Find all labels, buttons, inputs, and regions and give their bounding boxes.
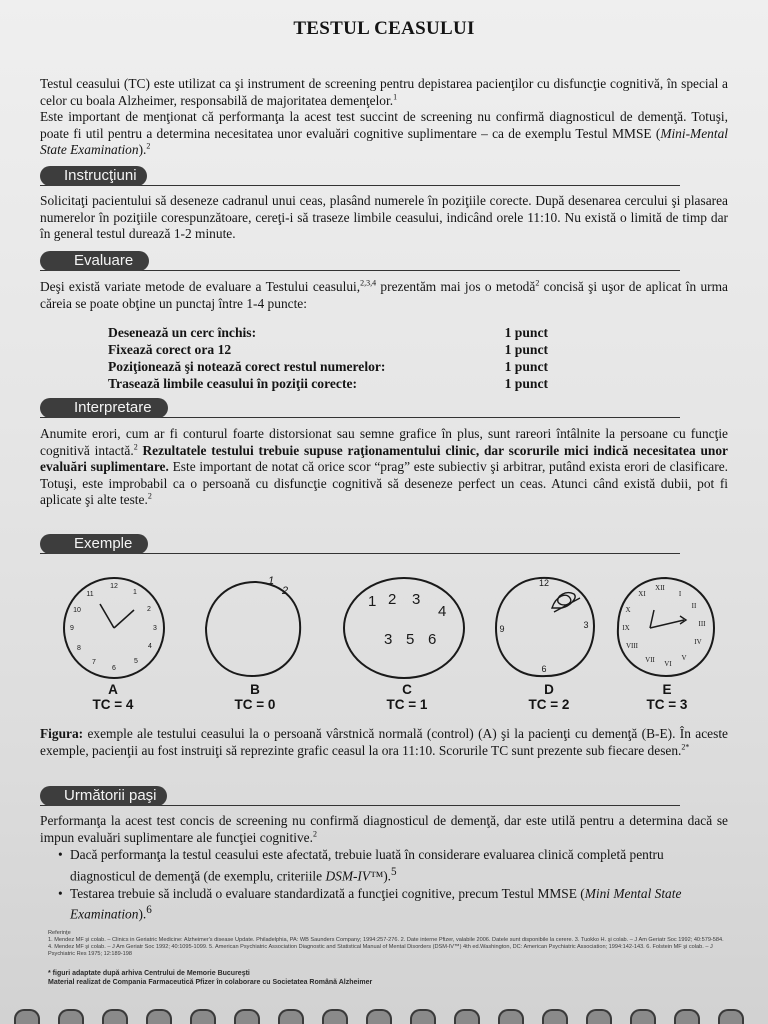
clock-d-numeral: 6: [541, 664, 547, 674]
scoring-points: 1 punct: [504, 325, 548, 340]
clock-drawing-e: [610, 572, 722, 684]
binding-ring: [322, 1009, 348, 1024]
clock-d-scribble: [552, 593, 580, 612]
bullet-2-end: ).: [138, 906, 147, 922]
clock-letter: B: [250, 682, 260, 697]
section-exemple-header: [40, 534, 680, 556]
clock-score: TC = 0: [234, 697, 276, 712]
bullet-2-text: Testarea trebuie să includă o evaluare standardizată a funcţiei cognitive, precum Testul MMSE (: [70, 885, 585, 901]
binding-ring: [14, 1009, 40, 1024]
clock-d-numeral: 12: [538, 578, 550, 588]
references-heading: Referinţe: [48, 930, 71, 936]
binding-ring: [410, 1009, 436, 1024]
binding-ring: [146, 1009, 172, 1024]
evaluare-text-c: concisă şi uşor de aplicat în urma căreia se poate obţine un punctaj între 1-4 puncte:: [40, 279, 728, 311]
clock-letter: A: [108, 682, 118, 697]
clock-a-numeral: 8: [77, 645, 81, 652]
urmatori-ref: 2: [312, 829, 317, 839]
intro-text-1: Testul ceasului (TC) este utilizat ca şi instrument de screening pentru depistarea pacienţilor cu disfuncţie cognitivă, în special a celor cu boala Alzheimer, responsabilă de majoritatea demenţelor.: [40, 76, 728, 108]
evaluare-ref-b: 2: [535, 278, 540, 288]
clock-label-b: [210, 682, 300, 712]
urmatori-text: Performanţa la acest test concis de screening nu confirmă diagnosticul de demenţă, dar este utilă pentru a determina dacă se impun evaluări suplimentare ale funcţiei cognitive.: [40, 813, 728, 845]
clock-drawing-a: [58, 572, 170, 682]
clock-e-numeral: IV: [694, 638, 702, 646]
clock-c-numeral: 5: [406, 631, 415, 648]
clock-b-numeral: 2: [282, 585, 289, 597]
list-item: [58, 886, 728, 924]
clock-d-numeral: 9: [499, 624, 505, 634]
evaluare-paragraph: [40, 279, 728, 312]
credits-block: [48, 969, 728, 987]
clock-score: TC = 3: [646, 697, 688, 712]
figure-caption-label: Figura:: [40, 726, 84, 741]
section-interpretare-header: [40, 398, 680, 420]
clock-a-numeral: 10: [73, 607, 81, 614]
scoring-table: [108, 324, 548, 392]
figure-caption: [40, 726, 728, 759]
scoring-row: [108, 324, 548, 341]
binding-ring: [542, 1009, 568, 1024]
bullet-1-text: Dacă performanţa la testul ceasului este afectată, trebuie luată în considerare evaluarea clinică completă pentru diagnosticul de demenţă (de exemplu, criteriile: [70, 847, 664, 884]
interpretare-ref-b: 2: [147, 491, 152, 501]
clock-hour-hand: [100, 604, 114, 628]
binding-ring: [278, 1009, 304, 1024]
clock-a-numeral: 1: [133, 589, 137, 596]
clock-e-numeral: III: [698, 620, 706, 628]
clock-c-numeral: 6: [428, 631, 437, 648]
binding-ring: [674, 1009, 700, 1024]
binding-ring: [498, 1009, 524, 1024]
clock-c-numeral: 3: [412, 591, 421, 608]
clock-score: TC = 2: [528, 697, 570, 712]
bullet-2-italic: Mini Mental State Examination: [70, 885, 682, 922]
intro-mmse-italic: Mini-Mental State Examination: [40, 125, 728, 158]
clock-c-numeral: 3: [384, 631, 393, 648]
clock-a-numeral: 6: [112, 665, 116, 672]
clock-c-numeral: 1: [368, 593, 377, 610]
scoring-points: 1 punct: [504, 342, 548, 357]
section-instructiuni-header: [40, 166, 680, 188]
clock-a-numeral: 5: [134, 658, 138, 665]
scoring-row: [108, 341, 548, 358]
interpretare-ref-a: 2: [133, 442, 138, 452]
clock-label-c: [362, 682, 452, 712]
scoring-points: 1 punct: [504, 376, 548, 391]
bullet-2-ref: 6: [146, 904, 152, 917]
references-block: [48, 930, 728, 958]
interpretare-bold-text: Rezultatele testului trebuie supuse raţionamentului clinic, dar scorurile mici indică necesitatea unor evaluări suplimentare.: [40, 442, 728, 475]
next-steps-list: [58, 847, 728, 924]
binding-ring: [234, 1009, 260, 1024]
figure-caption-text: exemple ale testului ceasului la o persoană vârstnică normală (control) (A) şi la pacienţi cu demenţă (B-E). În aceste exemple, pacienţii au fost instruiţi să reprezinte grafic ceasul la ora 11:10. Scorurile TC sunt prezente sub fiecare desen.: [40, 726, 728, 758]
evaluare-text-b: prezentăm mai jos o metodă: [376, 279, 536, 294]
section-heading-evaluare: Evaluare: [40, 251, 149, 271]
clock-hand: [650, 620, 684, 628]
scoring-points: 1 punct: [504, 359, 548, 374]
clock-e-numeral: I: [678, 590, 682, 598]
section-heading-urmatori-pasi: Următorii paşi: [40, 786, 167, 806]
scoring-criterion: Fixează corect ora 12: [108, 342, 232, 357]
section-heading-exemple: Exemple: [40, 534, 148, 554]
clock-e-numeral: II: [691, 602, 697, 610]
clock-letter: C: [402, 682, 412, 697]
clock-a-numeral: 4: [148, 643, 152, 650]
intro-ref-2: 2: [146, 141, 151, 151]
evaluare-text-a: Deşi există variate metode de evaluare a Testului ceasului,: [40, 279, 361, 294]
section-heading-instructiuni: Instrucţiuni: [40, 166, 147, 186]
intro-ref-1: 1: [393, 92, 398, 102]
binding-ring: [366, 1009, 392, 1024]
intro-text-2: Este important de menţionat că performanţa la acest test succint de screening nu confirmă diagnosticul de demenţă. Totuşi, poate fi util pentru a determina necesitatea unor evaluări cognitive suplimentare – ca de exemplu Testul MMSE (: [40, 109, 728, 141]
binding-ring: [102, 1009, 128, 1024]
references-text: 1. Mendez MF şi colab. – Clinics in Geriatric Medicine: Alzheimer's disease Update. Philadelphia, PA: WB Saunders Company; 1994:257-276. 2. Date interne Pfizer, valabile 2006. Datele sunt disponibile la cerere. 3. Tuokko H. şi colab. – J Am Geriatr Soc 1992; 40:579-584. 4. Mendez MF şi colab. – J Am Geriatr Soc 1992; 40:1095-1099. 5. American Psychiatric Association Diagnostic and Statistical Manual of Mental Disorders (DSM-IV™) 4th ed.Washington, DC: American Psychiatric Association; 1994:142-143. 6. Folstein MF şi colab. – J Psychiatric Res 1975; 12:189-198: [48, 937, 724, 957]
clock-a-numeral: 2: [147, 606, 151, 613]
binding-ring: [718, 1009, 744, 1024]
clock-e-numeral: X: [625, 606, 631, 614]
clock-score: TC = 1: [386, 697, 428, 712]
interpretare-text-a: Anumite erori, cum ar fi conturul foarte distorsionat sau semne grafice în plus, sunt rareori întâlnite la persoane cu funcţie cognitivă intactă.: [40, 426, 728, 458]
clock-drawing-c: [340, 572, 472, 682]
scoring-criterion: Desenează un cerc închis:: [108, 325, 257, 340]
clock-score: TC = 4: [92, 697, 134, 712]
clock-e-numeral: XI: [638, 590, 646, 598]
clock-letter: E: [662, 682, 672, 697]
clock-drawing-b: [198, 572, 310, 684]
clock-e-numeral: VI: [664, 660, 672, 668]
bullet-1-ref: 5: [391, 865, 397, 878]
binding-ring: [630, 1009, 656, 1024]
clock-a-numeral: 9: [70, 625, 74, 632]
intro-text-2-end: ).: [138, 142, 147, 158]
clock-c-numeral: 4: [438, 603, 447, 620]
credits-line-2: Material realizat de Compania Farmaceutică Pfizer în colaborare cu Societatea Română Alzheimer: [48, 979, 373, 986]
clock-e-numeral: VII: [645, 656, 655, 664]
intro-paragraph: [40, 76, 728, 159]
clock-e-numeral: IX: [622, 624, 630, 632]
clock-e-numeral: VIII: [625, 642, 639, 650]
spiral-binding: [0, 1008, 768, 1024]
urmatori-paragraph: [40, 813, 728, 846]
clock-a-numeral: 12: [110, 583, 118, 590]
clock-b-numeral: 1: [268, 575, 275, 587]
section-evaluare-header: [40, 251, 680, 273]
scoring-criterion: Poziţionează şi notează corect restul numerelor:: [108, 359, 386, 374]
credits-line-1: * figuri adaptate după arhiva Centrului de Memorie Bucureşti: [48, 970, 250, 977]
clock-e-numeral: XII: [655, 584, 665, 592]
clock-c-numeral: 2: [388, 591, 397, 608]
clock-e-numeral: V: [681, 654, 687, 662]
binding-ring: [58, 1009, 84, 1024]
clock-a-numeral: 11: [86, 591, 94, 598]
bullet-1-end: ).: [383, 868, 392, 884]
scoring-row: [108, 375, 548, 392]
clock-drawing-d: [490, 572, 602, 684]
clock-label-a: [68, 682, 158, 712]
interpretare-paragraph: [40, 426, 728, 509]
clock-minute-hand: [114, 610, 134, 628]
scoring-criterion: Trasează limbile ceasului în poziţii corecte:: [108, 376, 358, 391]
binding-ring: [454, 1009, 480, 1024]
clock-letter: D: [544, 682, 554, 697]
clock-label-d: [504, 682, 594, 712]
clock-label-e: [622, 682, 712, 712]
binding-ring: [586, 1009, 612, 1024]
figure-caption-ref: 2*: [681, 742, 690, 752]
clock-d-numeral: 3: [583, 620, 589, 630]
binding-ring: [190, 1009, 216, 1024]
evaluare-ref-a: 2,3,4: [360, 278, 377, 288]
clock-hand: [650, 610, 654, 628]
list-item: [58, 847, 728, 885]
clock-a-numeral: 7: [92, 659, 96, 666]
clock-a-numeral: 3: [153, 625, 157, 632]
instructiuni-paragraph: Solicitaţi pacientului să deseneze cadranul unui ceas, plasând numerele în poziţiile corecte. După desenarea cercului şi plasarea numerelor în poziţiile corespunzătoare, cereţi-i să traseze limbile ceasului, indicând orele 11:10. Nu există o limită de timp dar în general testul durează 1-2 minute.: [40, 193, 728, 242]
section-heading-interpretare: Interpretare: [40, 398, 168, 418]
interpretare-text-b: Este important de notat că orice scor “prag” este subiectiv şi arbitrar, putând exista erori de clasificare. Totuşi, este improbabil ca o persoană cu disfuncţie cognitivă să deseneze perfect un ceas. Atunci când există dubii, pot fi aplicate şi alte teste.: [40, 459, 728, 508]
document-title: TESTUL CEASULUI: [293, 18, 475, 39]
section-urmatori-header: [40, 786, 680, 808]
scoring-row: [108, 358, 548, 375]
bullet-1-italic: DSM-IV™: [325, 868, 384, 884]
